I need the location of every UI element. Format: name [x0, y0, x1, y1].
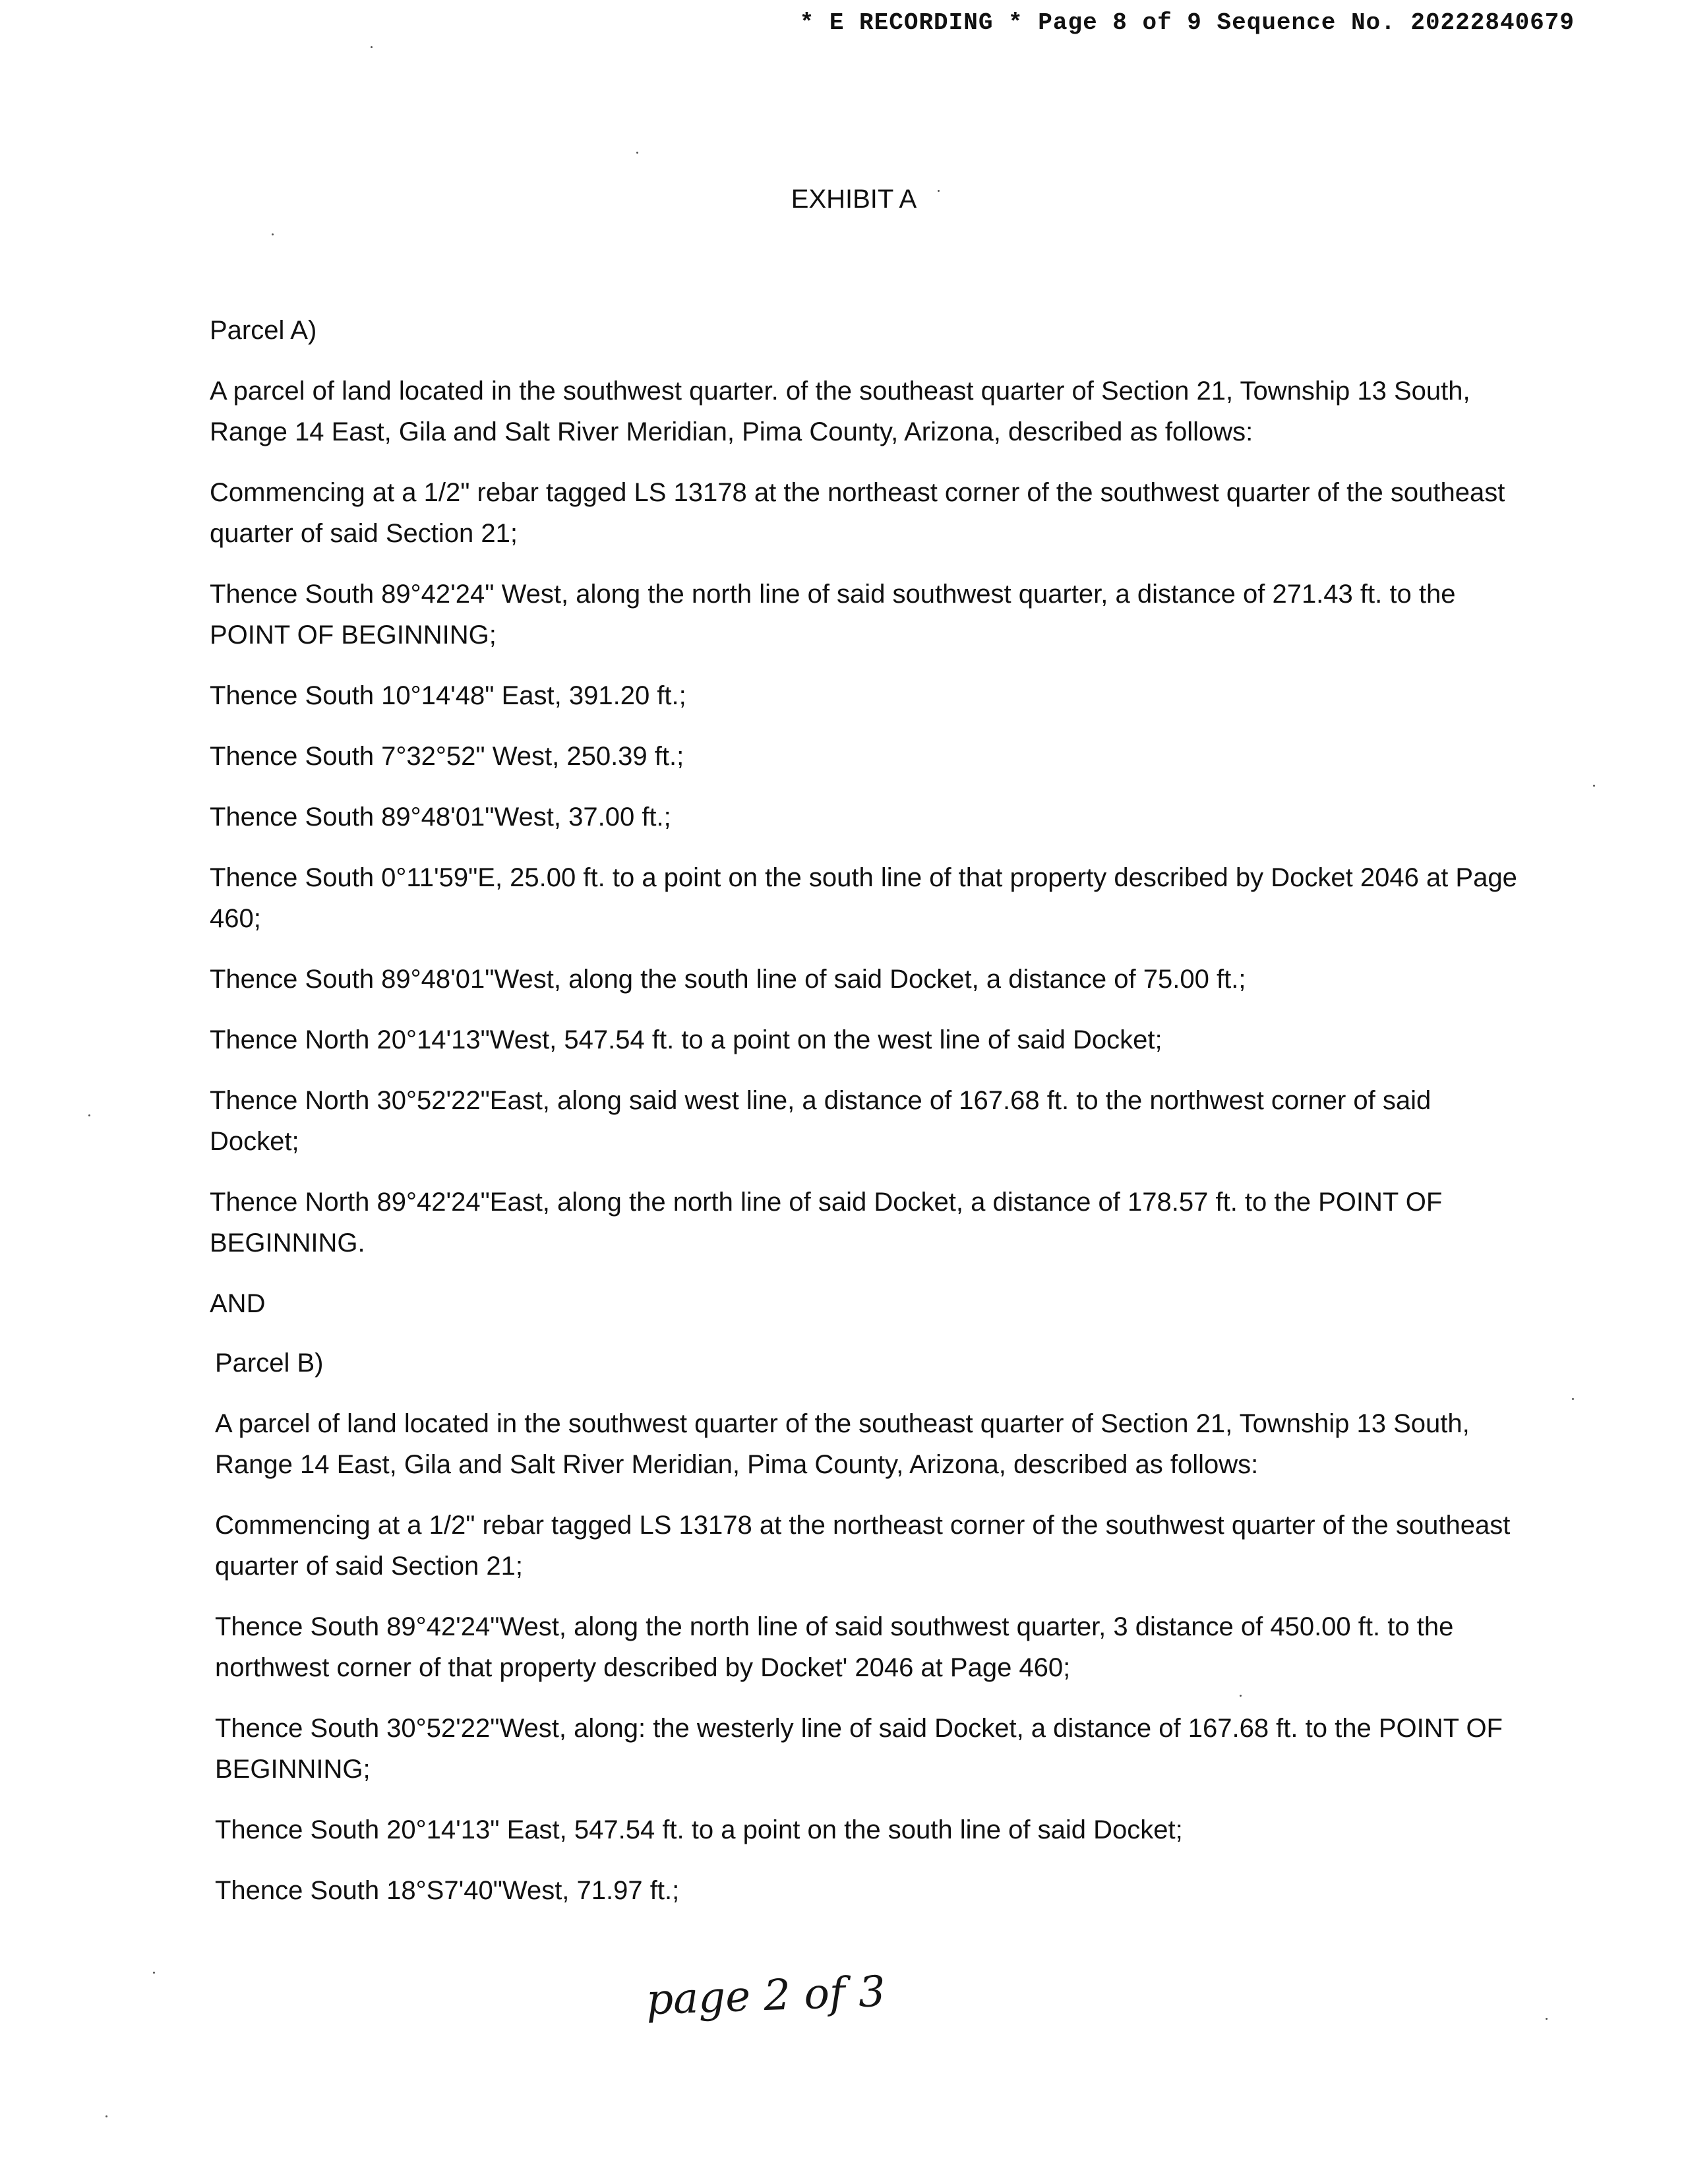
scan-speck [153, 1972, 155, 1974]
and-separator: AND [210, 1289, 266, 1318]
parcel-a-paragraph: Thence North 89°42'24"East, along the north line of said Docket, a distance of 178.57 ft. to the POINT OF BEGINNING. [210, 1188, 1443, 1258]
scan-speck [272, 233, 274, 235]
scan-speck [636, 152, 638, 154]
scan-speck [1572, 1398, 1574, 1400]
parcel-b-paragraph: Thence South 89°42'24"West, along the north line of said southwest quarter, 3 distance of 450.00 ft. to the northwest corner of that property described by Docket' 2046 at Page 460; [215, 1612, 1454, 1682]
parcel-b-heading: Parcel B) [215, 1349, 324, 1378]
parcel-a-paragraph: A parcel of land located in the southwest quarter. of the southeast quarter of Section 21, Township 13 South, Range 14 East, Gila and Salt River Meridian, Pima County, Arizona, described as follows: [210, 377, 1470, 446]
scan-speck [1546, 2018, 1548, 2020]
parcel-a-paragraph: Thence South 89°42'24" West, along the north line of said southwest quarter, a distance of 271.43 ft. to the POINT OF BEGINNING; [210, 580, 1456, 650]
scan-speck [106, 2115, 107, 2117]
parcel-b-paragraph: Commencing at a 1/2" rebar tagged LS 13178 at the northeast corner of the southwest quarter of the southeast quarter of said Section 21; [215, 1511, 1511, 1581]
parcel-b-paragraph: Thence South 30°52'22"West, along: the westerly line of said Docket, a distance of 167.68 ft. to the POINT OF BEGINNING; [215, 1714, 1503, 1784]
parcel-a-heading: Parcel A) [210, 316, 317, 345]
scan-speck [371, 46, 373, 48]
parcel-a-paragraph: Thence North 30°52'22"East, along said west line, a distance of 167.68 ft. to the northwest corner of said Docket; [210, 1086, 1432, 1156]
parcel-a-paragraph: Thence South 89°48'01"West, along the south line of said Docket, a distance of 75.00 ft.; [210, 965, 1246, 994]
scan-speck [1240, 1695, 1242, 1697]
parcel-b-paragraph: A parcel of land located in the southwest quarter of the southeast quarter of Section 21, Township 13 South, Range 14 East, Gila and Salt River Meridian, Pima County, Arizona, described as follows: [215, 1409, 1470, 1479]
handwritten-page-number: page 2 of 3 [645, 1967, 886, 2025]
parcel-a-paragraph: Thence South 89°48'01"West, 37.00 ft.; [210, 803, 671, 832]
parcel-a-paragraph: Thence South 0°11'59"E, 25.00 ft. to a point on the south line of that property described by Docket 2046 at Page 460; [210, 863, 1517, 933]
parcel-a-section [210, 310, 1522, 1344]
document-title: EXHIBIT A [791, 185, 917, 214]
parcel-a-paragraph: Thence South 7°32°52" West, 250.39 ft.; [210, 742, 684, 771]
recording-header: * E RECORDING * Page 8 of 9 Sequence No. 20222840679 [799, 9, 1575, 36]
parcel-b-paragraph: Thence South 20°14'13" East, 547.54 ft. to a point on the south line of said Docket; [215, 1815, 1183, 1844]
scan-speck [938, 190, 940, 192]
parcel-b-section [215, 1343, 1527, 1931]
parcel-b-paragraph: Thence South 18°S7'40"West, 71.97 ft.; [215, 1876, 680, 1905]
parcel-a-paragraph: Commencing at a 1/2" rebar tagged LS 13178 at the northeast corner of the southwest quarter of the southeast quarter of said Section 21; [210, 478, 1505, 548]
parcel-a-paragraph: Thence South 10°14'48" East, 391.20 ft.; [210, 681, 686, 710]
parcel-a-paragraph: Thence North 20°14'13"West, 547.54 ft. to a point on the west line of said Docket; [210, 1025, 1162, 1054]
scan-speck [88, 1114, 90, 1116]
scan-speck [1593, 785, 1595, 787]
